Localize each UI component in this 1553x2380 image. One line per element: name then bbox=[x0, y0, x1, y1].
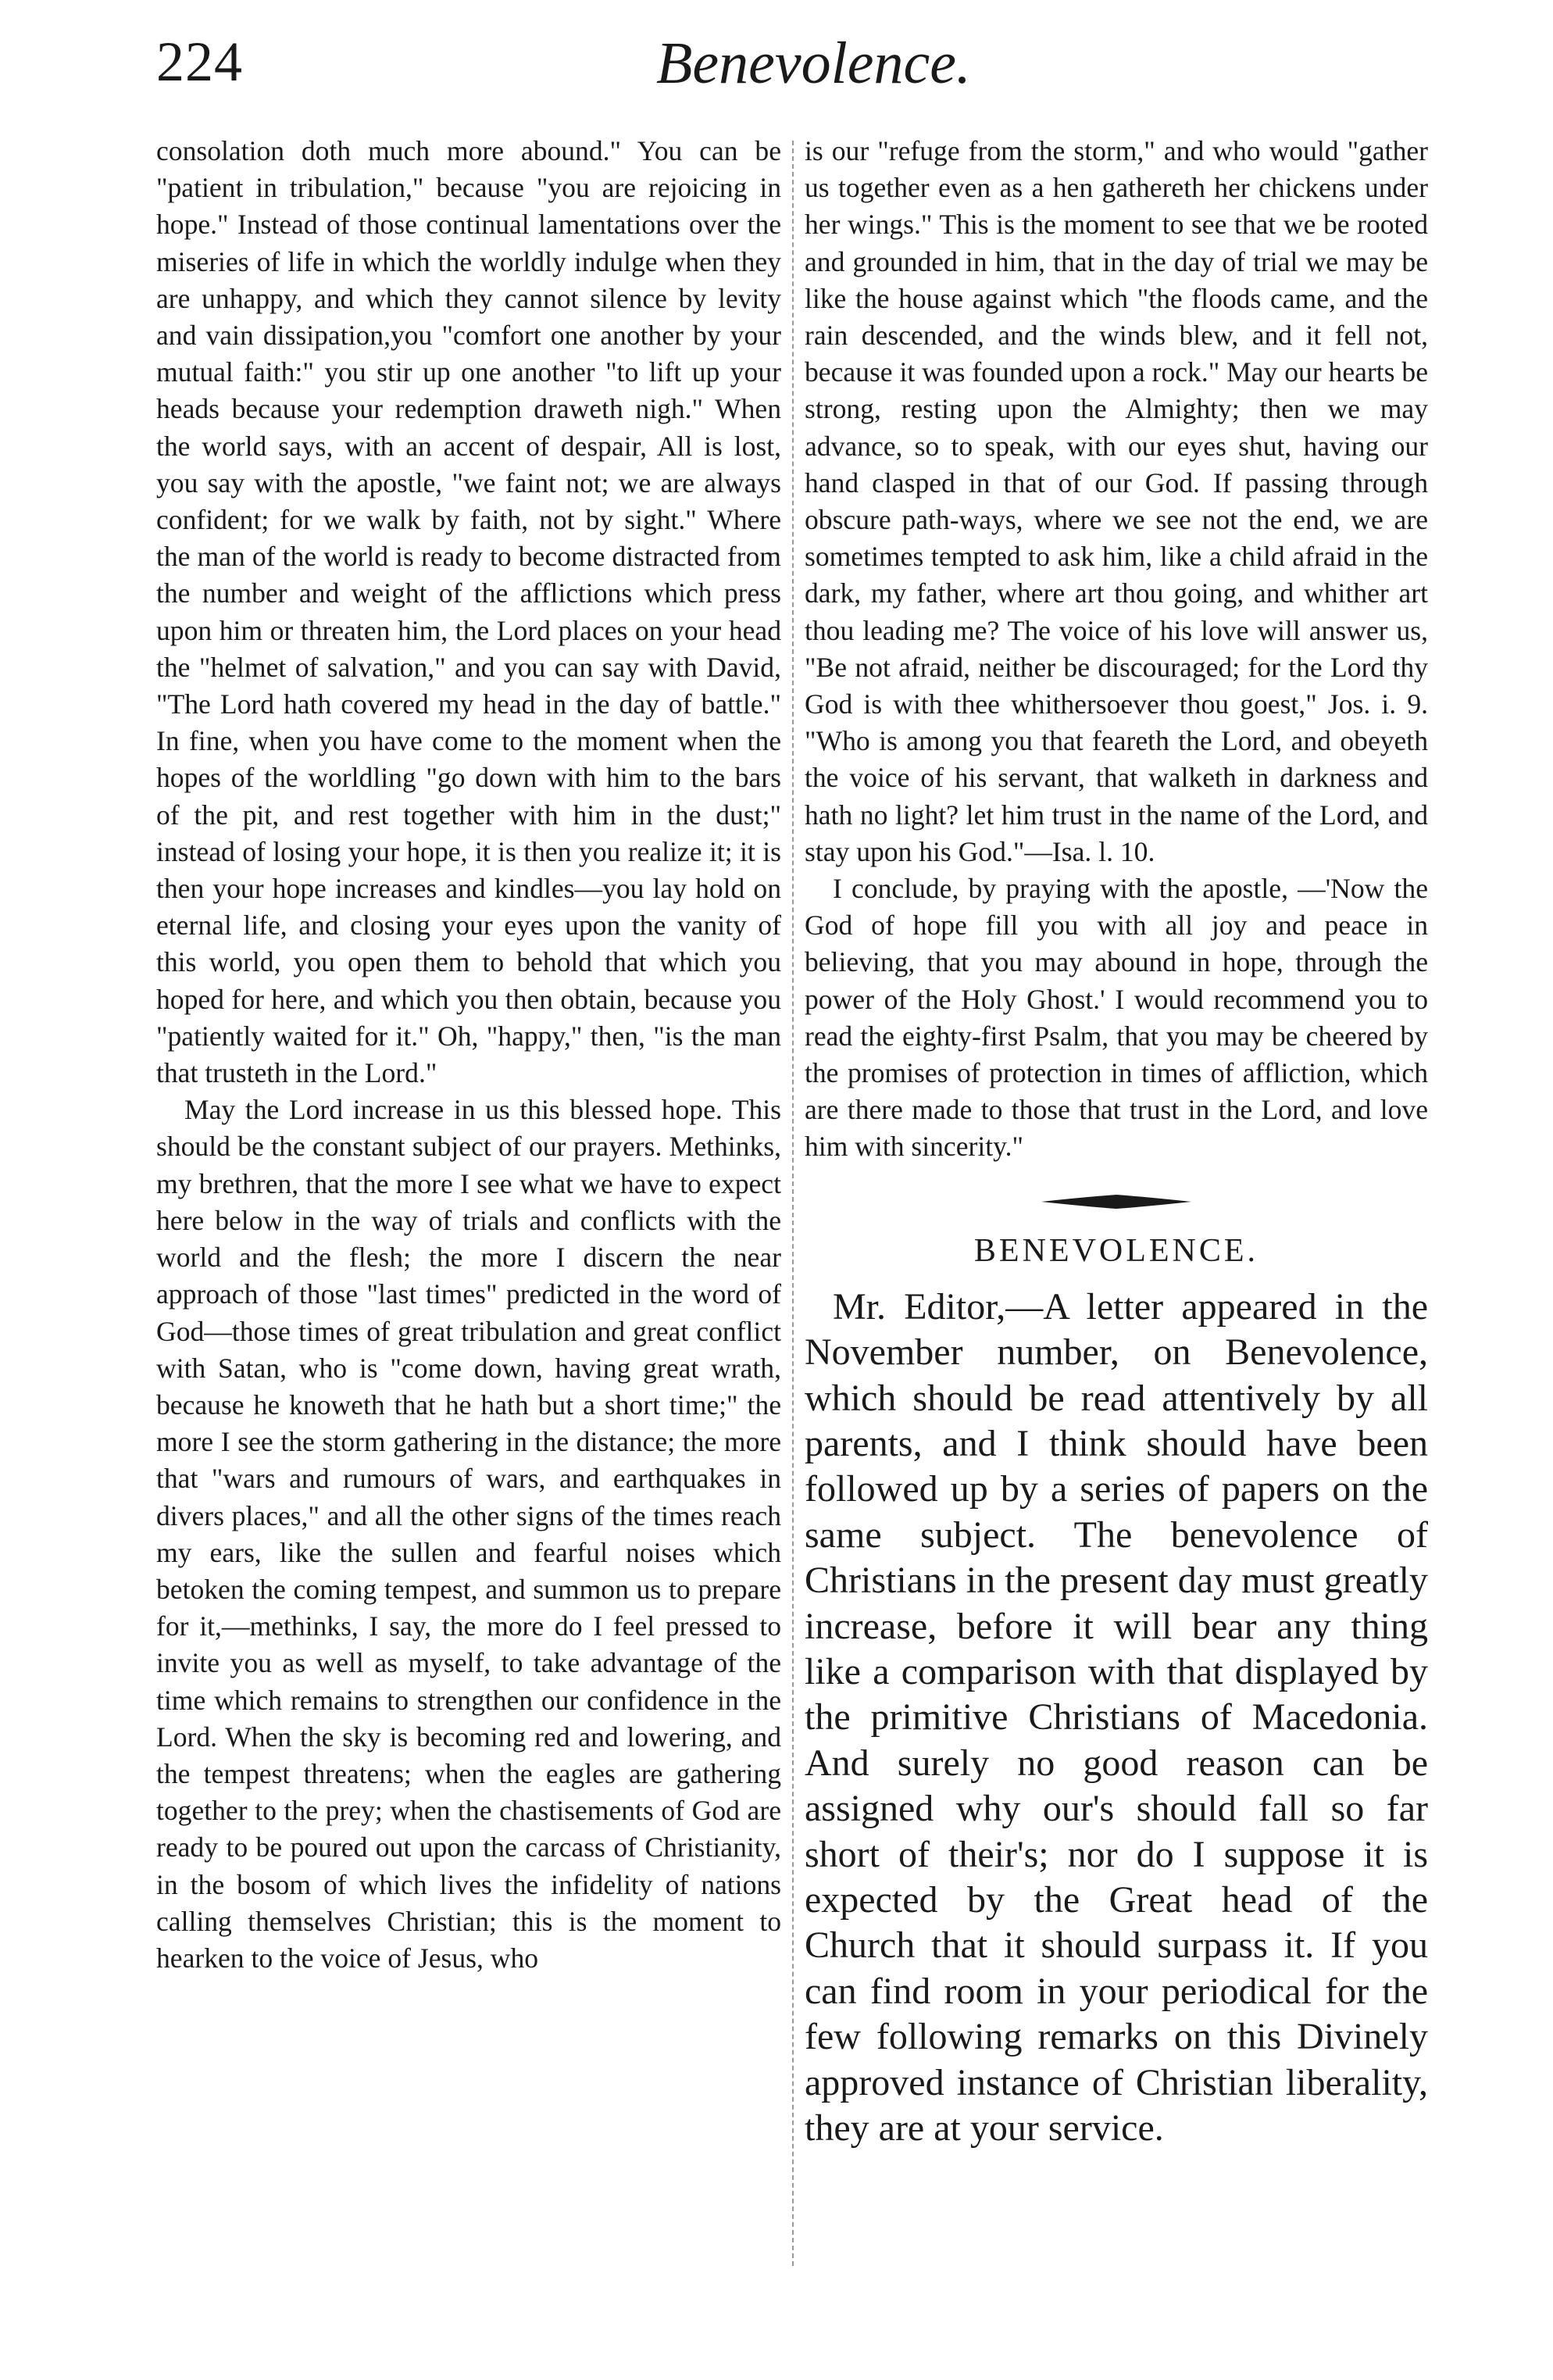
section-ornament-icon bbox=[1038, 1192, 1194, 1211]
right-column bbox=[805, 133, 1428, 2151]
page-number: 224 bbox=[156, 30, 243, 93]
running-head bbox=[47, 22, 1484, 108]
left-column bbox=[156, 133, 781, 1977]
left-paragraph-2: May the Lord increase in us this blessed hope. This should be the constant subject of our prayers. Methinks, my brethren, that the more I see what we have to expect here below in the way of trials and conflicts with the world and the flesh; the more I discern the near approach of those "last times" predicted in the word of God—those times of great tribulation and great conflict with Satan, who is "come down, having great wrath, because he knoweth that he hath but a short time;" the more I see the storm gathering in the distance; the more that "wars and rumours of wars, and earthquakes in divers places," and all the other signs of the times reach my ears, like the sullen and fearful noises which betoken the coming tempest, and summon us to prepare for it,—methinks, I say, the more do I feel pressed to invite you as well as myself, to take advantage of the time which remains to strengthen our confidence in the Lord. When the sky is becoming red and lowering, and the tempest threatens; when the eagles are gathering together to the prey; when the chastisements of God are ready to be poured out upon the carcass of Christianity, in the bosom of which lives the infidelity of nations calling themselves Christian; this is the moment to hearken to the voice of Jesus, who bbox=[156, 1094, 781, 1974]
running-title: Benevolence. bbox=[656, 30, 971, 96]
section-heading: BENEVOLENCE. bbox=[973, 1232, 1259, 1269]
right-paragraph-2: I conclude, by praying with the apostle, —'Now the God of hope fill you with all joy and peace in believing, that you may abound in hope, through the power of the Holy Ghost.' I would recommend you to read the eighty-first Psalm, that you may be cheered by the promises of protection in times of affliction, which are there made to those that trust in the Lord, and love him with sincerity." bbox=[805, 873, 1428, 1163]
left-paragraph-1: consolation doth much more abound." You can be "patient in tribulation," because "you are rejoicing in hope." Instead of those continual lamentations over the miseries of life in which the worldly indulge when they are unhappy, and which they cannot silence by levity and vain dissipation,you "comfort one another by your mutual faith:" you stir up one another "to lift up your heads because your redemption draweth nigh." When the world says, with an accent of despair, All is lost, you say with the apostle, "we faint not; we are always confident; for we walk by faith, not by sight." Where the man of the world is ready to become distracted from the number and weight of the afflictions which press upon him or threaten him, the Lord places on your head the "helmet of salvation," and you can say with David, "The Lord hath covered my head in the day of battle." In fine, when you have come to the moment when the hopes of the worldling "go down with him to the bars of the pit, and rest together with him in the dust;" instead of losing your hope, it is then you realize it; it is then your hope increases and kindles—you lay hold on eternal life, and closing your eyes upon the vanity of this world, you open them to behold that which you hoped for here, and which you then obtain, because you "patiently waited for it." Oh, "happy," then, "is the man that trusteth in the Lord." bbox=[156, 135, 781, 1089]
column-divider bbox=[792, 141, 794, 2266]
letter-text: Mr. Editor,—A letter appeared in the November number, on Benevolence, which should be read attentively by all parents, and I think should have been followed up by a series of papers on the same subject. The benevolence of Christians in the present day must greatly increase, before it will bear any thing like a comparison with that displayed by the primitive Christians of Macedonia. And surely no good reason can be assigned why our's should fall so far short of their's; nor do I suppose it is expected by the Great head of the Church that it should surpass it. If you can find room in your periodical for the few following remarks on this Divinely approved instance of Christian liberality, they are at your service. bbox=[805, 1285, 1428, 2149]
right-paragraph-1: is our "refuge from the storm," and who would "gather us together even as a hen gathereth her chickens under her wings." This is the moment to see that we be rooted and grounded in him, that in the day of trial we may be like the house against which "the floods came, and the rain descended, and the winds blew, and it fell not, because it was founded upon a rock." May our hearts be strong, resting upon the Almighty; then we may advance, so to speak, with our eyes shut, having our hand clasped in that of our God. If passing through obscure path-ways, where we see not the end, we are sometimes tempted to ask him, like a child afraid in the dark, my father, where art thou going, and whither art thou leading me? The voice of his love will answer us, "Be not afraid, neither be discouraged; for the Lord thy God is with thee whithersoever thou goest," Jos. i. 9. "Who is among you that feareth the Lord, and obeyeth the voice of his servant, that walketh in darkness and hath no light? let him trust in the name of the Lord, and stay upon his God."—Isa. l. 10. bbox=[805, 135, 1428, 867]
